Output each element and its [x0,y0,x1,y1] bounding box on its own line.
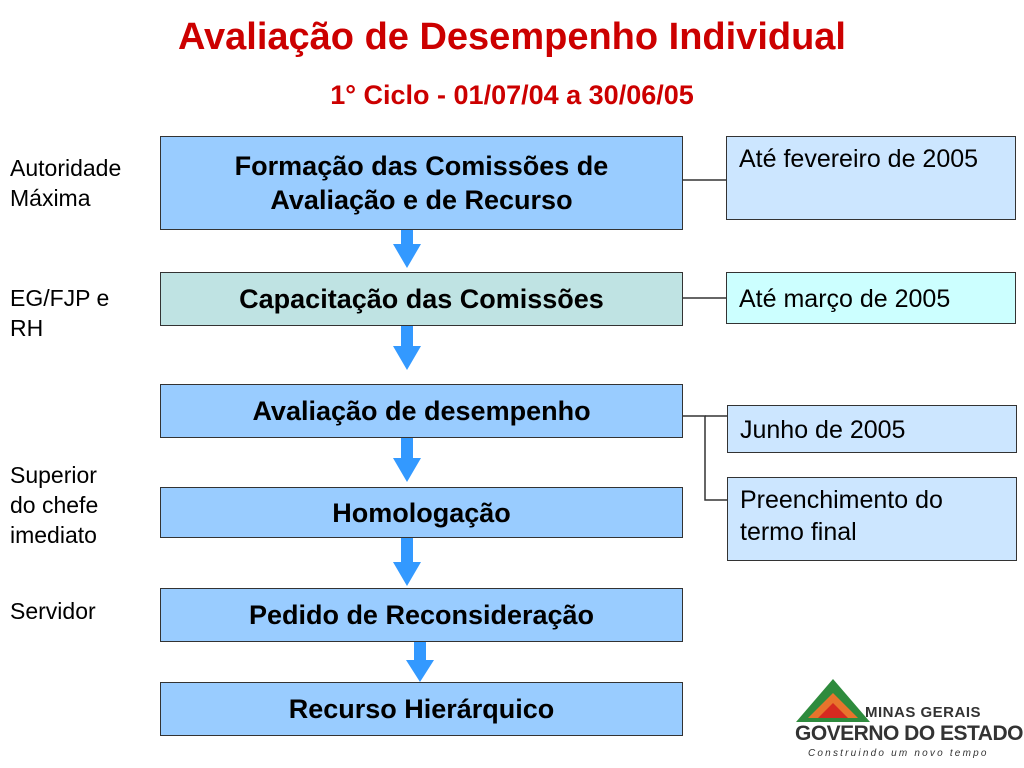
logo-mark-icon [796,679,870,722]
connector-line [683,416,727,500]
step-capacitacao [160,272,683,326]
arrow-down-icon [393,326,421,370]
arrow-down-icon [406,642,434,682]
step-label-line2: Avaliação e de Recurso [270,185,573,215]
note-junho: Junho de 2005 [727,405,1017,453]
page-title: Avaliação de Desempenho Individual [177,16,846,58]
step-label: Homologação [332,497,511,528]
step-label: Pedido de Reconsideração [248,600,595,630]
role-label-egfjp: EG/FJP e RH [10,285,110,341]
note-marco: Até março de 2005 [726,272,1016,324]
step-label: Recurso Hierárquico [288,694,555,724]
role-label-autoridade: Autoridade Máxima [10,155,122,211]
step-homologacao [160,487,683,538]
logo-line2: GOVERNO DO ESTADO [795,722,1023,745]
step-label: Capacitação das Comissões [239,284,604,314]
step-label: Avaliação de desempenho [252,396,591,426]
step-recurso-hierarquico [160,682,683,736]
step-label-line1: Formação das Comissões de [234,151,609,181]
logo-tagline: Construindo um novo tempo [808,748,989,759]
role-label-servidor: Servidor [10,598,96,624]
role-label-superior: Superior do chefe imediato [10,462,99,548]
step-pedido-reconsideracao [160,588,683,642]
step-avaliacao [160,384,683,438]
page-subtitle: 1° Ciclo - 01/07/04 a 30/06/05 [330,80,694,110]
logo-line1: MINAS GERAIS [865,704,982,721]
arrow-down-icon [393,438,421,482]
note-termo-final: Preenchimento do termo final [727,477,1017,561]
note-fevereiro: Até fevereiro de 2005 [726,136,1016,220]
arrow-down-icon [393,538,421,586]
arrow-down-icon [393,230,421,268]
step-formacao-comissoes [160,136,683,230]
